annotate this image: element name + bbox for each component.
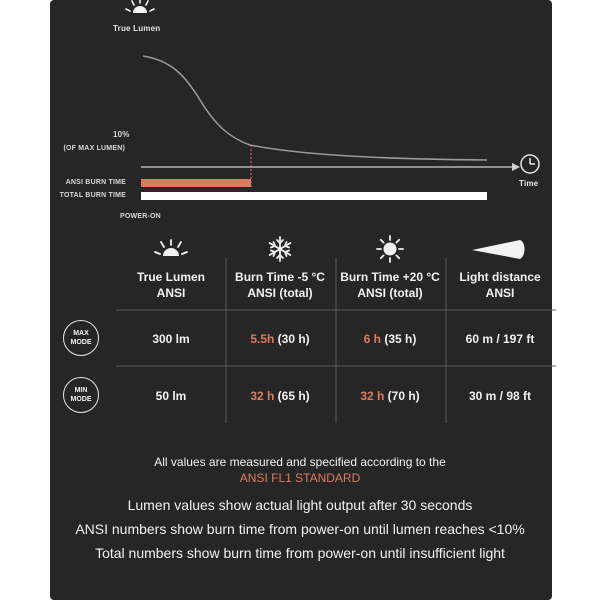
min-lumen-value: 50 lm	[155, 389, 187, 403]
ansi-note: ANSI numbers show burn time from power-on until lumen reaches <10%	[75, 521, 525, 537]
time-axis-label: Time	[519, 179, 539, 188]
header-true-lumen-line2: ANSI	[156, 286, 186, 300]
ansi-burn-time-label: ANSI BURN TIME	[65, 179, 126, 186]
ten-percent-sublabel: (OF MAX LUMEN)	[63, 145, 125, 152]
min-cold-ansi: 32 h	[250, 389, 275, 403]
measured-note: All values are measured and specified according to the	[154, 455, 446, 469]
min-cold-total: (65 h)	[277, 389, 310, 403]
max-cold-burn-time	[225, 332, 335, 346]
power-on-label: POWER-ON	[120, 213, 161, 220]
max-warm-burn-time	[335, 332, 445, 346]
max-cold-total: (30 h)	[277, 332, 310, 346]
header-light-distance-line1: Light distance	[459, 270, 541, 284]
min-light-distance: 30 m / 98 ft	[468, 389, 532, 403]
ten-percent-label: 10%	[113, 130, 130, 139]
min-warm-ansi: 32 h	[360, 389, 385, 403]
min-warm-total: (70 h)	[387, 389, 420, 403]
max-mode-badge	[63, 320, 99, 356]
max-lumen-value: 300 lm	[152, 332, 190, 346]
y-axis-label: True Lumen	[113, 24, 161, 33]
header-light-distance-line2: ANSI	[485, 286, 515, 300]
header-burn-time-warm-line2: ANSI (total)	[357, 286, 423, 300]
max-light-distance: 60 m / 197 ft	[465, 332, 535, 346]
lumen-note: Lumen values show actual light output after 30 seconds	[127, 497, 473, 513]
max-mode-line1: MAX	[73, 330, 89, 337]
min-mode-line1: MIN	[74, 387, 88, 394]
header-burn-time-warm-line1: Burn Time +20 °C	[340, 270, 440, 284]
header-burn-time-cold-line1: Burn Time -5 °C	[235, 270, 325, 284]
max-warm-ansi: 6 h	[363, 332, 381, 346]
max-mode-line2: MODE	[70, 339, 92, 346]
min-mode-badge	[63, 377, 99, 413]
header-true-lumen-line1: True Lumen	[136, 270, 205, 284]
header-burn-time-cold-line2: ANSI (total)	[247, 286, 313, 300]
min-mode-line2: MODE	[70, 396, 92, 403]
ansi-standard-note: ANSI FL1 STANDARD	[239, 471, 361, 485]
min-cold-burn-time	[225, 389, 335, 403]
min-warm-burn-time	[335, 389, 445, 403]
max-cold-ansi: 5.5h	[250, 332, 275, 346]
max-warm-total: (35 h)	[384, 332, 417, 346]
total-burn-time-label: TOTAL BURN TIME	[59, 192, 126, 199]
total-note: Total numbers show burn time from power-on until insufficient light	[95, 545, 505, 561]
